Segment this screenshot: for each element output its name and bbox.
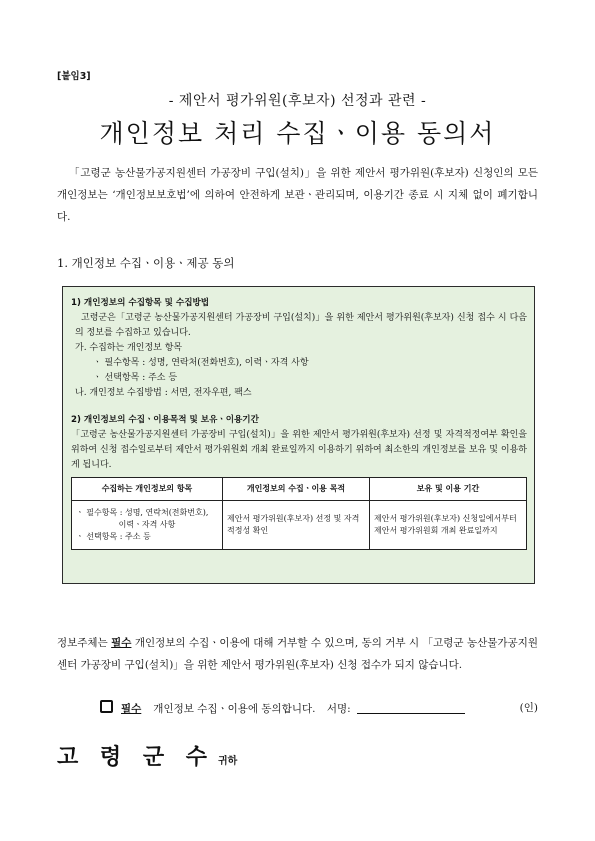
collection-items-heading: 1) 개인정보의 수집항목 및 수집방법 [71,298,210,308]
cell-period: 제안서 평가위원(후보자) 신청일에서부터 제안서 평가위원회 개최 완료일까지 [370,501,527,550]
required-items-bullet: ㆍ 필수항목 : 성명, 연락처(전화번호), 이력ㆍ자격 사항 [93,358,309,368]
agreement-line [100,700,538,716]
cell-items-line3: ㆍ 선택항목 : 주소 등 [76,532,151,541]
optional-items-bullet: ㆍ 선택항목 : 주소 등 [93,373,178,383]
section-1-heading: 1. 개인정보 수집ㆍ이용ㆍ제공 동의 [57,256,235,270]
attachment-label: [붙임3] [57,71,91,82]
table-header-row [72,478,527,501]
refusal-notice [57,632,538,676]
cell-items-line1: ㆍ 필수항목 : 성명, 연락처(전화번호), [76,508,209,517]
item-na: 나. 개인정보 수집방법 : 서면, 전자우편, 팩스 [75,388,252,398]
document-subtitle: - 제안서 평가위원(후보자) 선정과 관련 - [168,93,427,109]
signature-field[interactable] [357,701,465,714]
collection-items-text: 고령군은「고령군 농산물가공지원센터 가공장비 구입(설치)」을 위한 제안서 평가위원(후보자) 신청 접수 시 다음의 정보를 수집하고 있습니다. [75,313,527,338]
addressee-honorific: 귀하 [218,756,238,767]
purpose-text: 「고령군 농산물가공지원센터 가공장비 구입(설치)」을 위한 제안서 평가위원(후보자) 선정 및 자격적정여부 확인을 위하여 신청 접수일로부터 제안서 평가위원회 개최 완료일까지 이용하기 위하여 최소한의 개인정보를 보유 및 이용하게 됩니다. [71,430,527,470]
collection-table [71,477,527,550]
notice-required-label: 필수 [111,637,132,649]
signature-label: 서명: [326,703,351,715]
document-title: 개인정보 처리 수집ㆍ이용 동의서 [99,119,496,148]
notice-text: 개인정보의 수집ㆍ이용에 대해 거부할 수 있으며, 동의 거부 시 「고령군 농산물가공지원센터 가공장비 구입(설치)」을 위한 제안서 평가위원(후보자) 신청 접수가 되지 않습니다. [57,637,538,671]
header-purpose: 개인정보의 수집ㆍ이용 목적 [223,478,370,501]
notice-prefix: 정보주체는 [57,637,108,649]
intro-paragraph: 「고령군 농산물가공지원센터 가공장비 구입(설치)」을 위한 제안서 평가위원(후보자) 신청인의 모든 개인정보는 ‘개인정보보호법’에 의하여 안전하게 보관ㆍ관리되며, 이용기간 종료 시 지체 없이 폐기합니다. [57,167,538,223]
consent-details-box [62,286,535,584]
cell-items-line2: 이력ㆍ자격 사항 [118,520,176,529]
agree-checkbox[interactable] [100,700,113,713]
table-row [72,501,527,550]
addressee-name: 고 령 군 수 [57,745,214,770]
purpose-heading: 2) 개인정보의 수집ㆍ이용목적 및 보유ㆍ이용기간 [71,415,259,425]
header-items: 수집하는 개인정보의 항목 [72,478,223,501]
agree-required-label: 필수 [121,703,142,715]
agree-text: 개인정보 수집ㆍ이용에 동의합니다. [153,703,316,715]
seal-mark: (인) [519,702,538,714]
addressee [57,740,237,771]
item-ga: 가. 수집하는 개인정보 항목 [75,343,183,353]
header-period: 보유 및 이용 기간 [370,478,527,501]
cell-purpose: 제안서 평가위원(후보자) 선정 및 자격 적정성 확인 [223,501,370,550]
cell-items [72,501,223,550]
